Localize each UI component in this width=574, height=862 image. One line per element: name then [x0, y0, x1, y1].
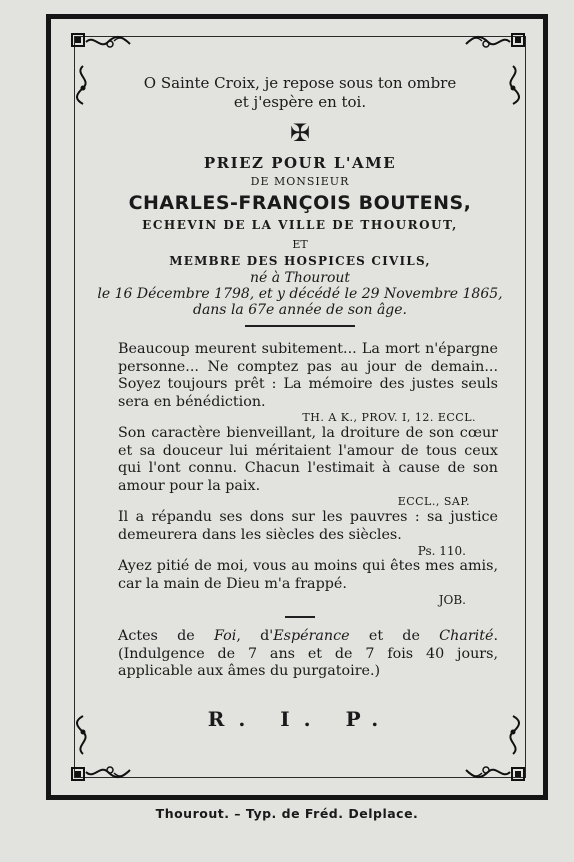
paragraph-2: Son caractère bienveillant, la droiture de son cœur et sa douceur lui méritaient l'amour de tous ceux qui l'ont connu. Chacun l'estimait à cause de son amour pour la paix.: [118, 425, 498, 494]
acts-mid2: et de: [349, 628, 440, 644]
reference-1: TH. A K., PROV. I, 12. ECCL.: [302, 411, 476, 424]
acts-foi: Foi: [213, 628, 237, 644]
corner-flourish-icon: [70, 756, 140, 782]
corner-flourish-icon: [456, 756, 526, 782]
prayer-text: [118, 341, 498, 607]
acts-mid1: , d': [236, 628, 274, 644]
printer-imprint: Thourout. – Typ. de Fréd. Delplace.: [155, 806, 419, 821]
epigraph-line-1: O Sainte Croix, je repose sous ton ombre: [143, 74, 457, 92]
rip-text: R. I. P.: [207, 706, 393, 731]
divider-rule: [245, 325, 355, 327]
paragraph-3: Il a répandu ses dons sur les pauvres : sa justice demeurera dans les siècles des siècles.: [118, 509, 498, 543]
birth-death-info: [90, 270, 510, 318]
role-hospices: MEMBRE DES HOSPICES CIVILS,: [169, 254, 431, 268]
et-line: ET: [292, 238, 308, 251]
epigraph-line-2: et j'espère en toi.: [233, 93, 367, 111]
deceased-name: CHARLES-FRANÇOIS BOUTENS,: [128, 192, 472, 214]
paragraph-1: Beaucoup meurent subitement... La mort n'épargne personne... Ne comptez pas au jour de demain... Soyez toujours prêt : La mémoire des justes seuls sera en bénédiction.: [118, 341, 498, 410]
epigraph: [90, 74, 510, 112]
bio-line-2: le 16 Décembre 1798, et y décédé le 29 Novembre 1865,: [97, 286, 503, 302]
paragraph-4: Ayez pitié de moi, vous au moins qui êtes mes amis, car la main de Dieu m'a frappé.: [118, 558, 498, 592]
pray-heading: PRIEZ POUR L'AME: [203, 154, 397, 172]
card-content: [90, 70, 510, 731]
acts-post: . (Indulgence de 7 ans et de 7 fois 40 jours, applicable aux âmes du purgatoire.): [118, 628, 499, 679]
acts-pre: Actes de: [118, 628, 214, 644]
short-divider: [285, 616, 315, 618]
maltese-cross-icon: ✠: [289, 119, 311, 147]
role-echevin: ECHEVIN DE LA VILLE DE THOUROUT,: [142, 218, 458, 232]
acts-charite: Charité: [439, 628, 494, 644]
reference-3: Ps. 110.: [417, 544, 466, 558]
corner-flourish-icon: [70, 32, 140, 58]
acts-esperance: Espérance: [273, 628, 350, 644]
bio-line-1: né à Thourout: [249, 270, 351, 286]
bio-line-3: dans la 67e année de son âge.: [192, 302, 407, 318]
reference-2: ECCL., SAP.: [397, 495, 470, 508]
monsieur-line: DE MONSIEUR: [250, 175, 350, 188]
acts-indulgence: [118, 628, 498, 681]
reference-4: JOB.: [438, 593, 466, 607]
corner-flourish-icon: [456, 32, 526, 58]
